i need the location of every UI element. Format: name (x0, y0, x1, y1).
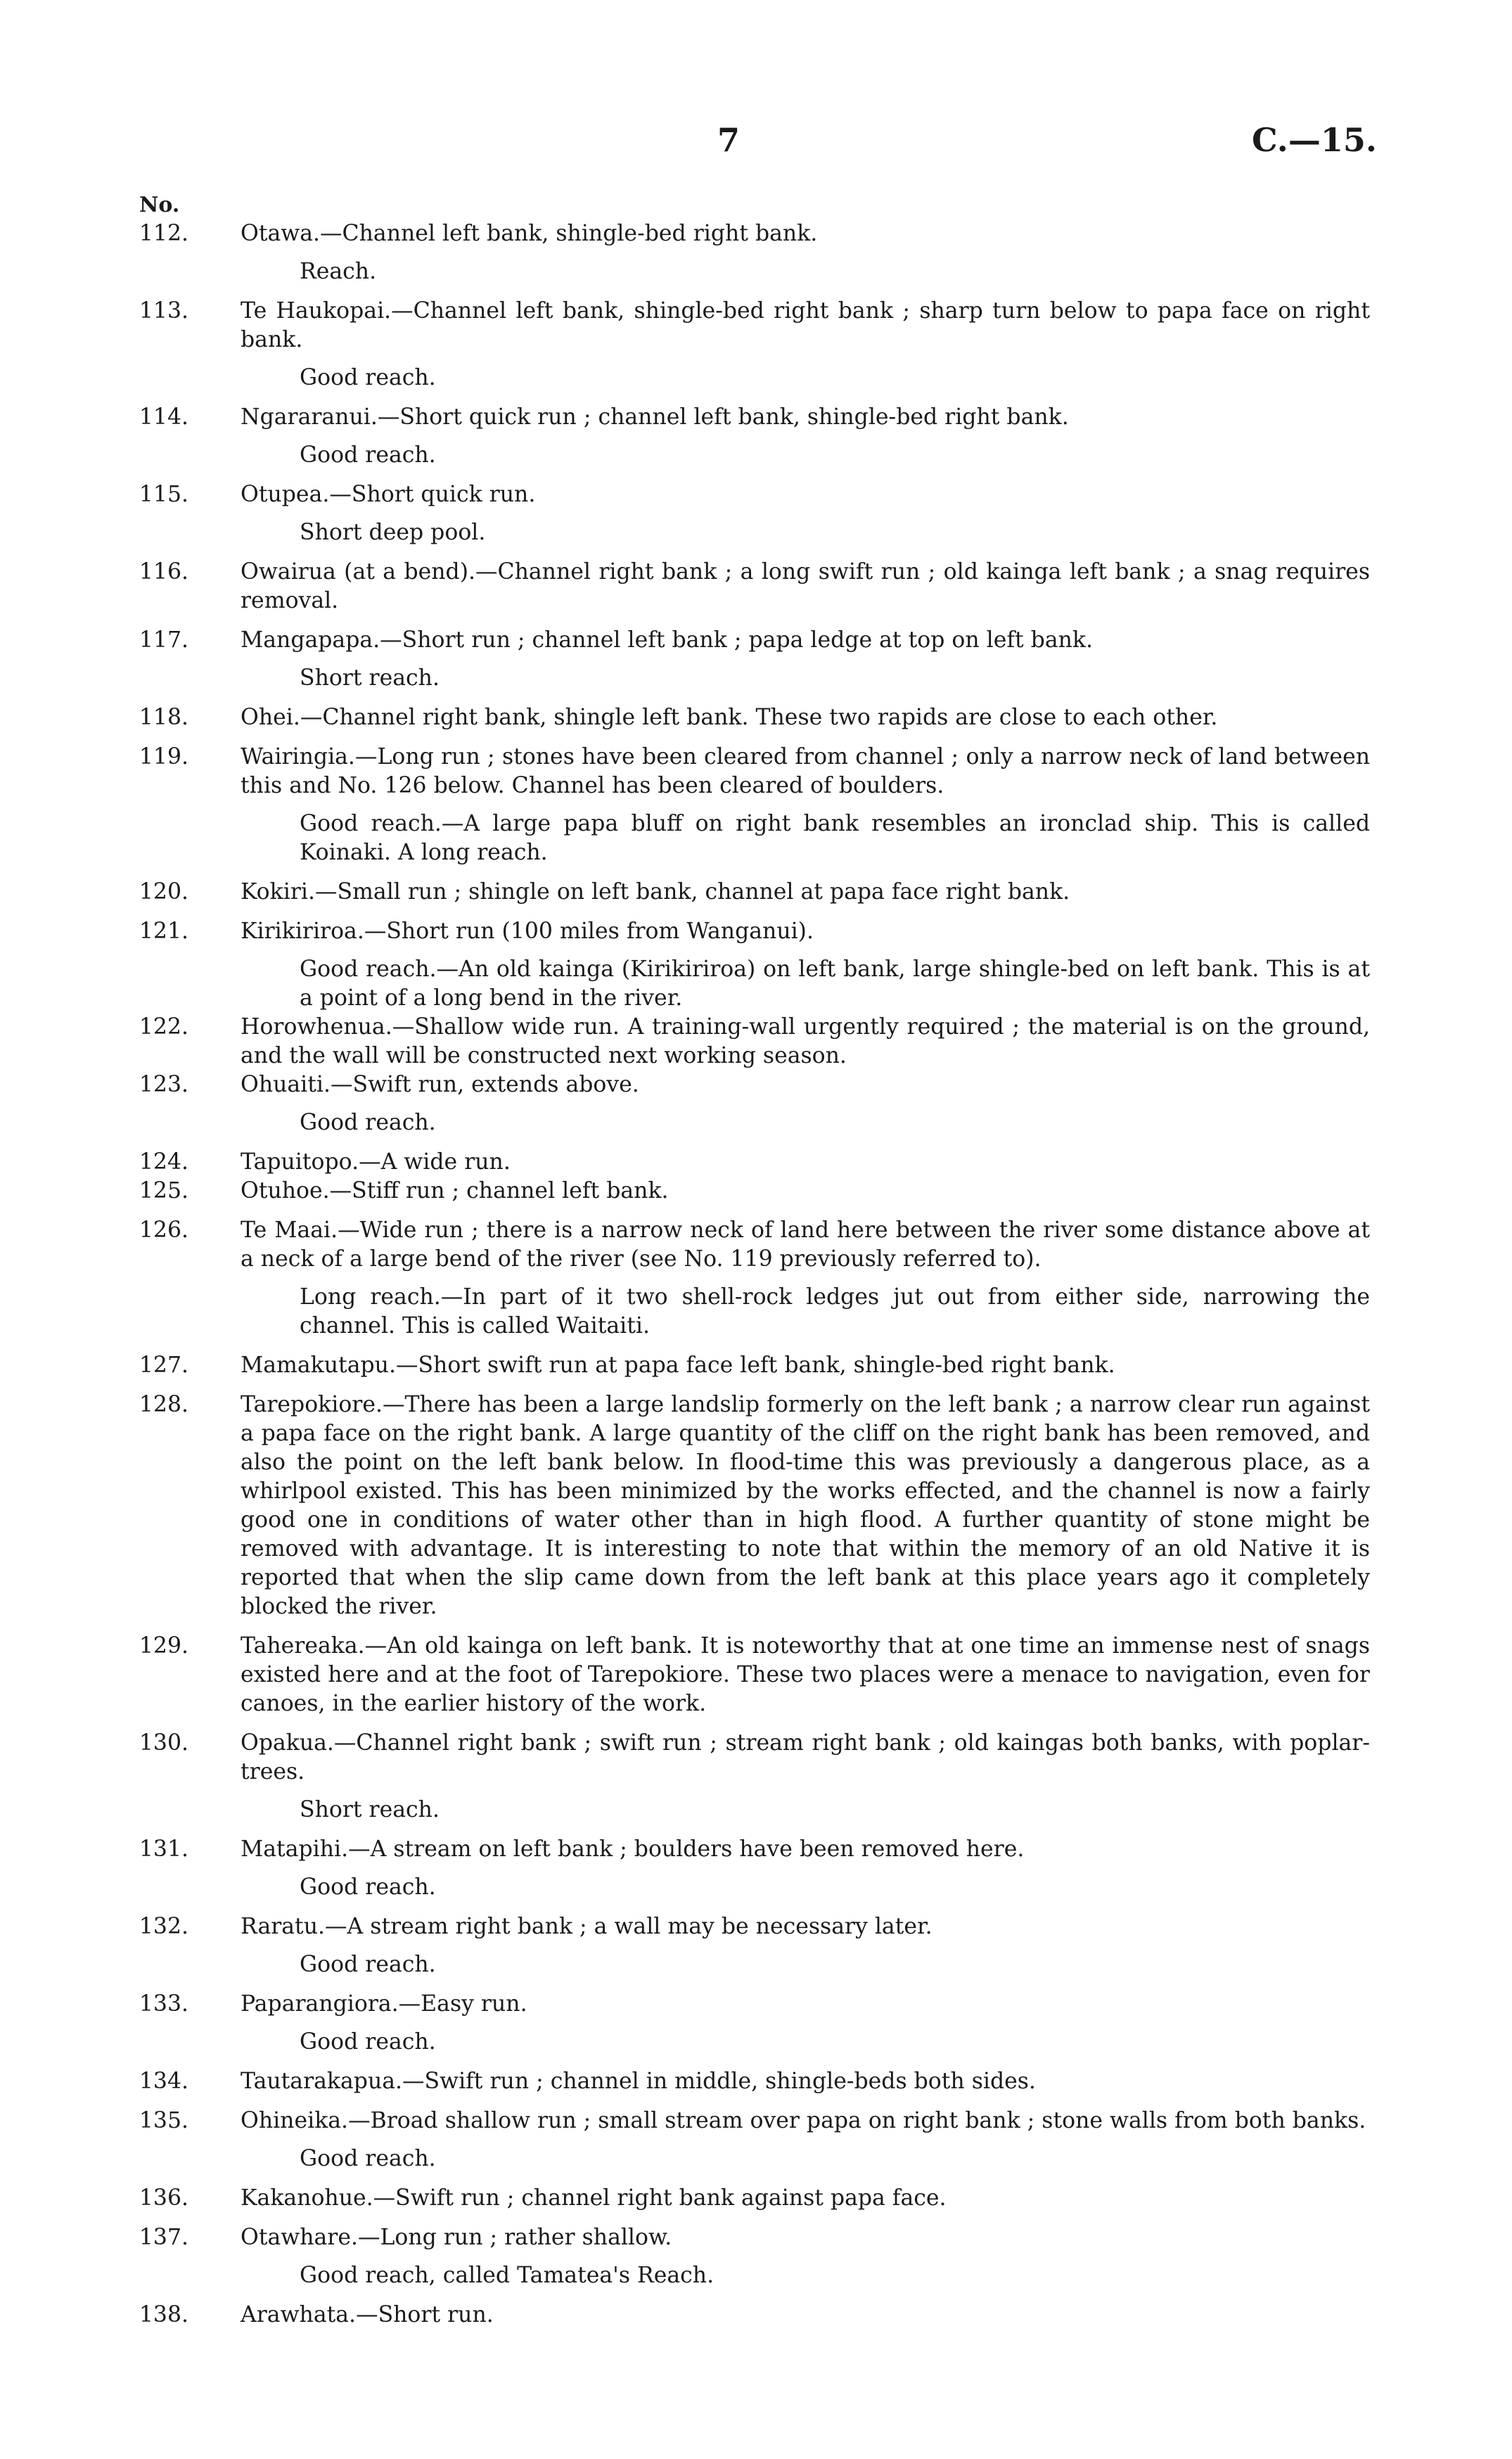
entry-number: 126. (139, 1218, 188, 1243)
list-item (132, 917, 1370, 1013)
list-item (132, 878, 1370, 907)
entry-text: Ngararanui.—Short quick run ; channel left bank, shingle-bed right bank. (241, 404, 1069, 430)
entry-text: Mangapapa.—Short run ; channel left bank ; papa ledge at top on left bank. (241, 627, 1094, 653)
entry-number: 116. (139, 559, 188, 585)
list-item (132, 1216, 1370, 1341)
entry-text: Kakanohue.—Swift run ; channel right bank against papa face. (241, 2185, 947, 2211)
entry-list (132, 219, 1370, 2340)
entry-text: Wairingia.—Long run ; stones have been cleared from channel ; only a narrow neck of land between this and No. 126 below. Channel has been cleared of boulders. (241, 744, 1370, 798)
entry-number: 121. (139, 919, 188, 944)
list-item (132, 2184, 1370, 2213)
entry-number: 132. (139, 1914, 188, 1939)
entry-note: Short reach. (300, 665, 440, 691)
entry-text: Matapihi.—A stream on left bank ; boulders have been removed here. (241, 1837, 1025, 1862)
entry-note: Good reach. (300, 1110, 436, 1135)
entry-number: 112. (139, 221, 188, 246)
entry-text: Raratu.—A stream right bank ; a wall may be necessary later. (241, 1914, 933, 1939)
entry-note: Good reach. (300, 2146, 436, 2171)
document-reference: C.—15. (1252, 121, 1377, 159)
entry-note: Long reach.—In part of it two shell-rock ledges jut out from either side, narrowing the channel. This is called Waitaiti. (300, 1284, 1370, 1339)
list-item (132, 297, 1370, 392)
entry-number: 131. (139, 1837, 188, 1862)
entry-text: Tautarakapua.—Swift run ; channel in middle, shingle-beds both sides. (241, 2069, 1036, 2094)
entry-note: Reach. (300, 259, 377, 284)
entry-text: Kokiri.—Small run ; shingle on left bank, channel at papa face right bank. (241, 879, 1070, 905)
entry-text: Otawa.—Channel left bank, shingle-bed right bank. (241, 221, 818, 246)
list-item (132, 1148, 1370, 1177)
list-item (132, 403, 1370, 470)
entry-text: Otupea.—Short quick run. (241, 482, 536, 507)
entry-text: Opakua.—Channel right bank ; swift run ; stream right bank ; old kaingas both banks, with poplar-trees. (241, 1730, 1370, 1784)
entry-number: 113. (139, 298, 188, 324)
list-item (132, 558, 1370, 615)
entry-number: 134. (139, 2069, 188, 2094)
entry-note: Good reach. (300, 365, 436, 390)
list-item (132, 1835, 1370, 1902)
number-column-label: No. (139, 193, 180, 217)
list-item (132, 1632, 1370, 1718)
entry-text: Tapuitopo.—A wide run. (241, 1149, 511, 1175)
entry-note: Good reach, called Tamatea's Reach. (300, 2263, 715, 2288)
list-item (132, 703, 1370, 732)
list-item (132, 1351, 1370, 1380)
entry-text: Arawhata.—Short run. (241, 2302, 494, 2327)
entry-text: Otuhoe.—Stiff run ; channel left bank. (241, 1178, 669, 1203)
list-item (132, 2067, 1370, 2096)
entry-number: 118. (139, 705, 188, 730)
entry-number: 123. (139, 1072, 188, 1097)
entry-note: Good reach.—A large papa bluff on right bank resembles an ironclad ship. This is called Koinaki. A long reach. (300, 811, 1370, 865)
entry-number: 114. (139, 404, 188, 430)
entry-number: 136. (139, 2185, 188, 2211)
entry-text: Kirikiriroa.—Short run (100 miles from Wanganui). (241, 919, 814, 944)
list-item (132, 626, 1370, 693)
entry-number: 122. (139, 1014, 188, 1040)
entry-number: 137. (139, 2225, 188, 2250)
entry-note: Short deep pool. (300, 520, 486, 545)
list-item (132, 2223, 1370, 2290)
list-item (132, 1990, 1370, 2057)
entry-text: Te Maai.—Wide run ; there is a narrow neck of land here between the river some distance above at a neck of a large bend of the river (see No. 119 previously referred to). (241, 1218, 1370, 1272)
entry-text: Ohineika.—Broad shallow run ; small stream over papa on right bank ; stone walls from both banks. (241, 2108, 1366, 2133)
entry-number: 119. (139, 744, 188, 769)
entry-number: 129. (139, 1633, 188, 1659)
entry-number: 128. (139, 1392, 188, 1417)
entry-number: 125. (139, 1178, 188, 1203)
entry-text: Paparangiora.—Easy run. (241, 1991, 527, 2017)
entry-text: Tarepokiore.—There has been a large landslip formerly on the left bank ; a narrow clear run against a papa face on the right bank. A large quantity of the cliff on the right bank has been removed, and also the point on the left bank below. In flood-time this was previously a dangerous place, as a whirlpool existed. This has been minimized by the works effected, and the channel is now a fairly good one in conditions of water other than in high flood. A further quantity of stone might be removed with advantage. It is interesting to note that within the memory of an old Native it is reported that when the slip came down from the left bank at this place years ago it completely blocked the river. (241, 1392, 1370, 1619)
list-item (132, 2301, 1370, 2330)
entry-number: 138. (139, 2302, 188, 2327)
entry-note: Good reach. (300, 1952, 436, 1977)
entry-text: Horowhenua.—Shallow wide run. A training-wall urgently required ; the material is on the ground, and the wall will be constructed next working season. (241, 1014, 1370, 1068)
entry-note: Good reach. (300, 1874, 436, 1900)
list-item (132, 1912, 1370, 1979)
entry-text: Ohuaiti.—Swift run, extends above. (241, 1072, 639, 1097)
entry-number: 115. (139, 482, 188, 507)
list-item (132, 1729, 1370, 1825)
list-item (132, 1177, 1370, 1206)
entry-text: Owairua (at a bend).—Channel right bank ; a long swift run ; old kainga left bank ; a snag requires removal. (241, 559, 1370, 613)
entry-number: 124. (139, 1149, 188, 1175)
entry-number: 135. (139, 2108, 188, 2133)
page-number: 7 (717, 121, 741, 159)
list-item (132, 480, 1370, 547)
list-item (132, 219, 1370, 286)
entry-note: Good reach. (300, 2029, 436, 2055)
list-item (132, 1013, 1370, 1071)
entry-text: Otawhare.—Long run ; rather shallow. (241, 2225, 672, 2250)
list-item (132, 2107, 1370, 2173)
entry-number: 120. (139, 879, 188, 905)
list-item (132, 1071, 1370, 1137)
entry-text: Te Haukopai.—Channel left bank, shingle-bed right bank ; sharp turn below to papa face on right bank. (241, 298, 1370, 352)
entry-number: 133. (139, 1991, 188, 2017)
entry-number: 117. (139, 627, 188, 653)
entry-text: Tahereaka.—An old kainga on left bank. It is noteworthy that at one time an immense nest of snags existed here and at the foot of Tarepokiore. These two places were a menace to navigation, even for canoes, in the earlier history of the work. (241, 1633, 1370, 1716)
entry-number: 130. (139, 1730, 188, 1756)
list-item (132, 1391, 1370, 1621)
entry-note: Good reach.—An old kainga (Kirikiriroa) on left bank, large shingle-bed on left bank. This is at a point of a long bend in the river. (300, 957, 1370, 1011)
entry-text: Ohei.—Channel right bank, shingle left bank. These two rapids are close to each other. (241, 705, 1218, 730)
entry-note: Short reach. (300, 1797, 440, 1822)
list-item (132, 743, 1370, 867)
entry-text: Mamakutapu.—Short swift run at papa face left bank, shingle-bed right bank. (241, 1353, 1115, 1378)
entry-number: 127. (139, 1353, 188, 1378)
entry-note: Good reach. (300, 442, 436, 468)
